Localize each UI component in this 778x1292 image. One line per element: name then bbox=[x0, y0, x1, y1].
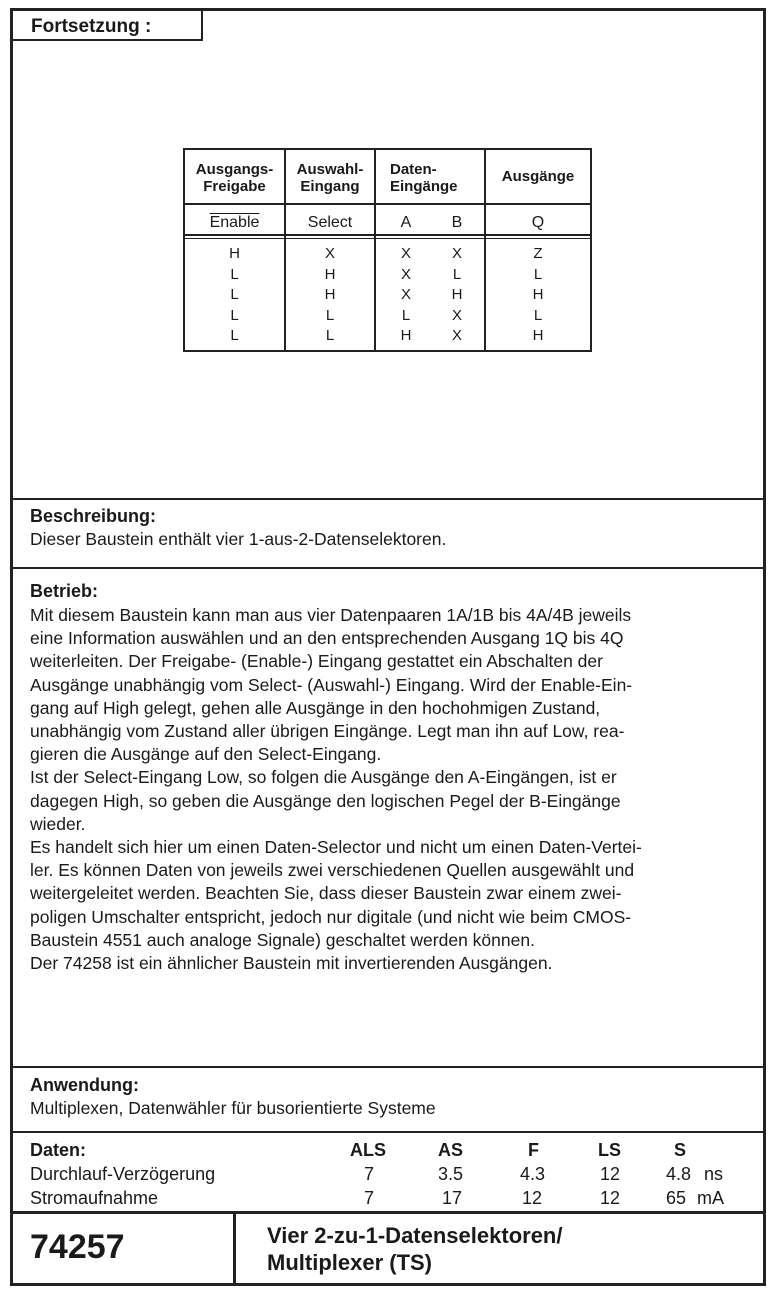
column-a bbox=[396, 244, 416, 347]
daten-value: 17 bbox=[442, 1188, 463, 1208]
table-cell: X bbox=[400, 286, 411, 303]
table-cell: X bbox=[451, 306, 462, 324]
table-cell: X bbox=[451, 327, 462, 344]
table-cell: X bbox=[451, 245, 462, 262]
table-cell: H bbox=[532, 327, 544, 344]
beschreibung-text: Dieser Baustein enthält vier 1-aus-2-Datenselektoren. bbox=[30, 529, 447, 549]
part-title-line: Multiplexer (TS) bbox=[267, 1250, 433, 1275]
betrieb-line: gang auf High gelegt, gehen alle Ausgänge in den hochohmigen Zustand, bbox=[30, 697, 601, 718]
header-data-line2: Eingänge bbox=[390, 178, 458, 195]
daten-row-label: Stromaufnahme bbox=[30, 1188, 159, 1208]
betrieb-text bbox=[30, 604, 750, 975]
sub-header-b: B bbox=[451, 214, 463, 231]
daten-col-s: S bbox=[674, 1140, 687, 1160]
daten-unit: ns bbox=[704, 1164, 724, 1184]
betrieb-line: Baustein 4551 auch analoge Signale) geschaltet werden können. bbox=[30, 929, 535, 950]
daten-value: 12 bbox=[600, 1164, 621, 1184]
betrieb-line: unabhängig vom Zustand aller übrigen Eingänge. Legt man ihn auf Low, rea- bbox=[30, 721, 625, 742]
table-cell: X bbox=[324, 245, 335, 262]
anwendung-title: Anwendung: bbox=[30, 1075, 139, 1095]
daten-row-label: Durchlauf-Verzögerung bbox=[30, 1164, 216, 1184]
table-cell: L bbox=[230, 286, 239, 303]
daten-col-as: AS bbox=[438, 1140, 464, 1160]
header-outputs bbox=[486, 168, 590, 185]
header-outputs-line1: Ausgänge bbox=[501, 168, 575, 185]
divider bbox=[10, 1131, 766, 1133]
sub-header-q: Q bbox=[531, 214, 545, 231]
header-enable bbox=[185, 161, 284, 195]
betrieb-line: Ist der Select-Eingang Low, so folgen die Ausgänge den A-Eingängen, ist er bbox=[30, 767, 617, 788]
daten-value: 4.3 bbox=[520, 1164, 546, 1184]
betrieb-line: dagegen High, so geben die Ausgänge den logischen Pegel der B-Eingänge bbox=[30, 790, 621, 811]
table-cell: L bbox=[230, 327, 239, 344]
daten-value: 3.5 bbox=[438, 1164, 464, 1184]
header-data-line1: Daten- bbox=[390, 161, 437, 178]
table-cell: H bbox=[532, 286, 544, 303]
betrieb-line: Der 74258 ist ein ähnlicher Baustein mit invertierenden Ausgängen. bbox=[30, 953, 553, 974]
daten-value: 12 bbox=[600, 1188, 621, 1208]
betrieb-line: Es handelt sich hier um einen Daten-Selector und nicht um einen Daten-Vertei- bbox=[30, 837, 642, 858]
column-select bbox=[286, 244, 374, 347]
daten-col-f: F bbox=[528, 1140, 539, 1160]
footer-divider bbox=[233, 1212, 236, 1286]
header-select bbox=[286, 161, 374, 195]
table-cell: H bbox=[400, 327, 412, 344]
part-title-line: Vier 2-zu-1-Datenselektoren/ bbox=[267, 1223, 563, 1248]
header-data-inputs bbox=[376, 161, 484, 195]
anwendung-text: Multiplexen, Datenwähler für busorientierte Systeme bbox=[30, 1098, 436, 1118]
divider bbox=[10, 1211, 766, 1214]
divider bbox=[10, 567, 766, 569]
column-b bbox=[447, 244, 467, 347]
betrieb-line: eine Information auswählen und an den entsprechenden Ausgang 1Q bis 4Q bbox=[30, 628, 624, 649]
part-number: 74257 bbox=[30, 1228, 125, 1266]
table-cell: L bbox=[452, 265, 462, 283]
header-select-line1: Auswahl- bbox=[296, 161, 364, 178]
beschreibung-title: Beschreibung: bbox=[30, 506, 157, 526]
divider bbox=[10, 498, 766, 500]
table-cell: L bbox=[230, 265, 239, 283]
table-cell: X bbox=[400, 265, 411, 283]
column-q bbox=[486, 244, 590, 347]
betrieb-line: Ausgänge unabhängig vom Select- (Auswahl-) Eingang. Wird der Enable-Ein- bbox=[30, 674, 633, 695]
table-cell: L bbox=[533, 306, 543, 324]
betrieb-line: poligen Umschalter entspricht, jedoch nur digitale (und nicht wie beim CMOS- bbox=[30, 906, 632, 927]
daten-col-ls: LS bbox=[598, 1140, 622, 1160]
daten-value: 4.8 bbox=[666, 1164, 692, 1184]
part-title bbox=[267, 1222, 562, 1276]
betrieb-line: weitergeleitet werden. Beachten Sie, dass dieser Baustein zwar einem zwei- bbox=[30, 883, 622, 904]
table-cell: L bbox=[230, 306, 239, 324]
table-cell: H bbox=[324, 265, 336, 283]
betrieb-line: gieren die Ausgänge auf den Select-Eingang. bbox=[30, 744, 382, 765]
table-cell: Z bbox=[533, 245, 543, 262]
continuation-label: Fortsetzung : bbox=[10, 8, 203, 41]
table-cell: H bbox=[451, 286, 463, 303]
truth-table bbox=[183, 148, 592, 352]
daten-value: 65 bbox=[666, 1188, 687, 1208]
table-cell: L bbox=[325, 306, 335, 324]
header-select-line2: Eingang bbox=[300, 178, 360, 195]
daten-title: Daten: bbox=[30, 1140, 87, 1160]
table-cell: L bbox=[401, 306, 411, 324]
daten-value: 12 bbox=[522, 1188, 543, 1208]
header-enable-line2: Freigabe bbox=[203, 178, 266, 195]
betrieb-line: ler. Es können Daten von jeweils zwei verschiedenen Quellen ausgewählt und bbox=[30, 860, 635, 881]
sub-header-enable: Enable bbox=[209, 214, 260, 231]
daten-value: 7 bbox=[364, 1188, 375, 1208]
sub-header-select: Select bbox=[307, 214, 353, 231]
betrieb-title: Betrieb: bbox=[30, 581, 99, 601]
daten-col-als: ALS bbox=[350, 1140, 386, 1160]
table-cell: L bbox=[325, 327, 335, 344]
column-enable bbox=[185, 244, 284, 347]
sub-header-a: A bbox=[400, 214, 412, 231]
table-cell: L bbox=[533, 265, 543, 283]
daten-unit: mA bbox=[697, 1188, 724, 1208]
daten-value: 7 bbox=[364, 1164, 375, 1184]
table-cell: H bbox=[324, 286, 336, 303]
betrieb-line: wieder. bbox=[30, 813, 86, 834]
table-cell: X bbox=[400, 245, 411, 262]
table-cell: H bbox=[229, 245, 240, 262]
divider bbox=[10, 1066, 766, 1068]
betrieb-line: Mit diesem Baustein kann man aus vier Datenpaaren 1A/1B bis 4A/4B jeweils bbox=[30, 605, 632, 625]
header-enable-line1: Ausgangs- bbox=[195, 161, 274, 178]
betrieb-line: weiterleiten. Der Freigabe- (Enable-) Eingang gestattet ein Abschalten der bbox=[30, 651, 603, 672]
